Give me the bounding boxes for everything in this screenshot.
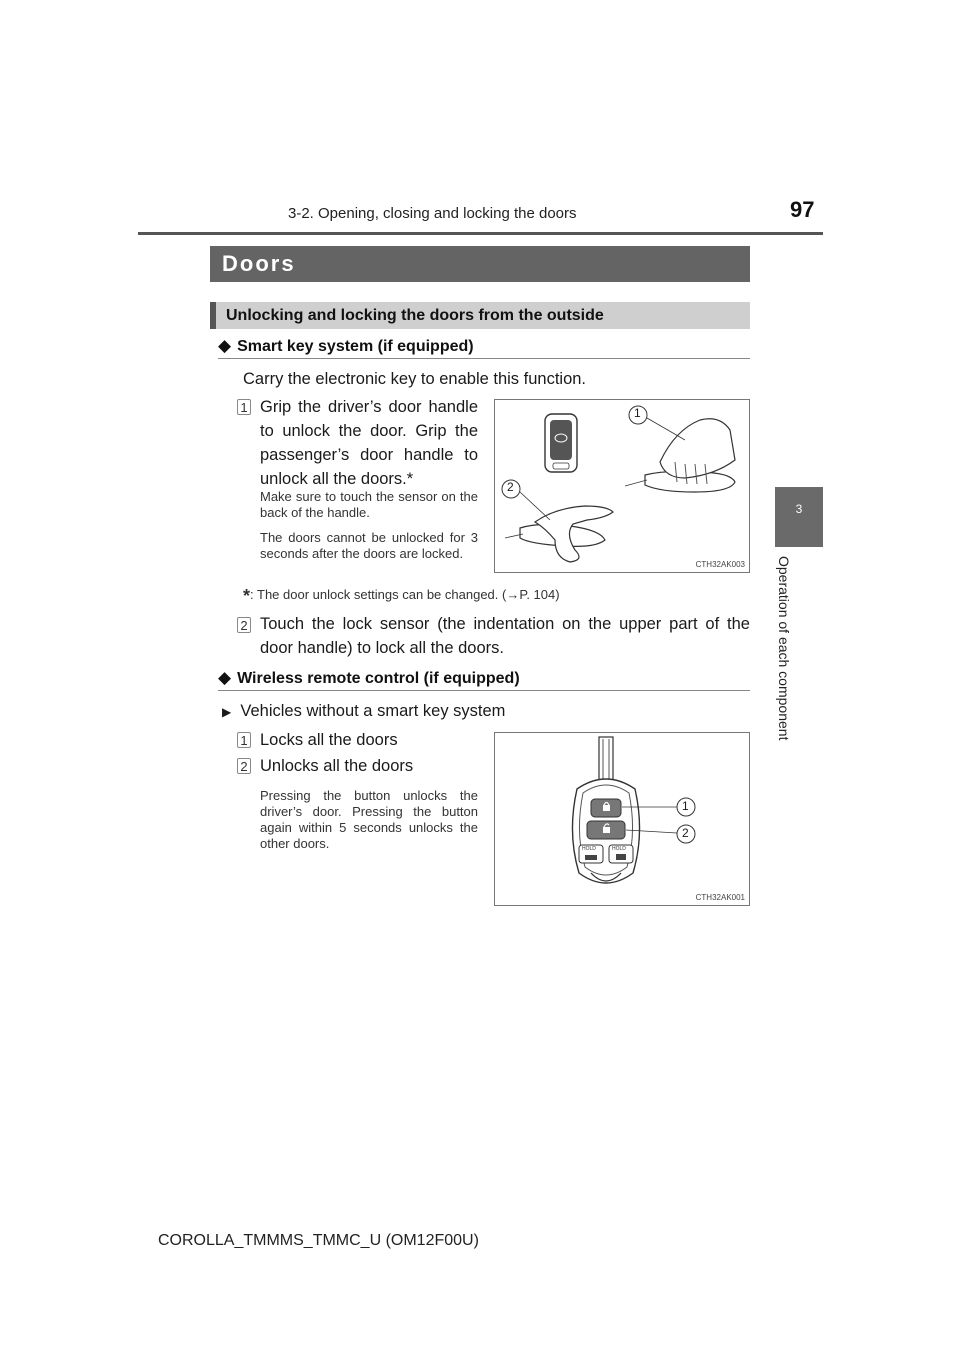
- smart-key-heading: ◆ Smart key system (if equipped): [218, 336, 474, 355]
- step2-text: Touch the lock sensor (the indentation on the upper part of the door handle) to lock all the doors.: [260, 615, 750, 657]
- divider: [218, 690, 750, 691]
- footer-doc-id: COROLLA_TMMMS_TMMC_U (OM12F00U): [158, 1232, 479, 1249]
- diamond-bullet-icon: ◆: [218, 336, 232, 355]
- section-title: 3-2. Opening, closing and locking the doors: [288, 205, 577, 222]
- smart-key-intro: Carry the electronic key to enable this function.: [243, 370, 587, 388]
- item1-text: Locks all the doors: [260, 731, 398, 749]
- item-number-badge: 1: [237, 732, 251, 748]
- page-number: 97: [790, 197, 815, 222]
- page-title: Doors: [210, 246, 750, 282]
- header-rule: [138, 232, 823, 235]
- triangle-bullet-icon: ▶: [222, 705, 232, 719]
- note-locked: The doors cannot be unlocked for 3 seconds after the doors are locked.: [260, 530, 478, 561]
- hold-label-left: HOLD: [582, 846, 596, 852]
- divider: [218, 358, 750, 359]
- callout-2: 2: [682, 826, 689, 840]
- hold-label-right: HOLD: [612, 846, 626, 852]
- footnote-text: : The door unlock settings can be changed. (→P. 104): [250, 587, 560, 602]
- smart-key-figure: [494, 399, 750, 573]
- footnote: [243, 586, 560, 607]
- wireless-bullet: ▶ Vehicles without a smart key system: [222, 702, 506, 720]
- wireless-note: Pressing the button unlocks the driver’s door. Pressing the button again within 5 seconds unlocks the other doors.: [260, 788, 478, 851]
- chapter-tab: [775, 487, 823, 547]
- remote-key-figure: [494, 732, 750, 906]
- callout-1: 1: [682, 799, 689, 813]
- diamond-bullet-icon: ◆: [218, 668, 232, 687]
- subsection-title: Unlocking and locking the doors from the outside: [210, 302, 750, 329]
- callout-1: 1: [634, 406, 641, 420]
- step1-text: Grip the driver’s door handle to unlock the door. Grip the passenger’s door handle to unlock all the doors.*: [260, 398, 478, 488]
- item-number-badge: 2: [237, 758, 251, 774]
- figure-code: CTH32AK001: [695, 893, 745, 902]
- chapter-title: Operation of each component: [776, 556, 792, 741]
- wireless-heading: ◆ Wireless remote control (if equipped): [218, 668, 520, 687]
- smart-key-illustration: [495, 400, 749, 572]
- footnote-marker: *: [243, 586, 251, 606]
- item2-text: Unlocks all the doors: [260, 757, 414, 775]
- callout-2: 2: [507, 480, 514, 494]
- chapter-number: 3: [795, 502, 803, 516]
- figure-code: CTH32AK003: [695, 560, 745, 569]
- remote-key-illustration: [495, 733, 749, 905]
- step-number-badge: 1: [237, 399, 251, 415]
- note-sensor: Make sure to touch the sensor on the back of the handle.: [260, 489, 478, 520]
- step-number-badge: 2: [237, 617, 251, 633]
